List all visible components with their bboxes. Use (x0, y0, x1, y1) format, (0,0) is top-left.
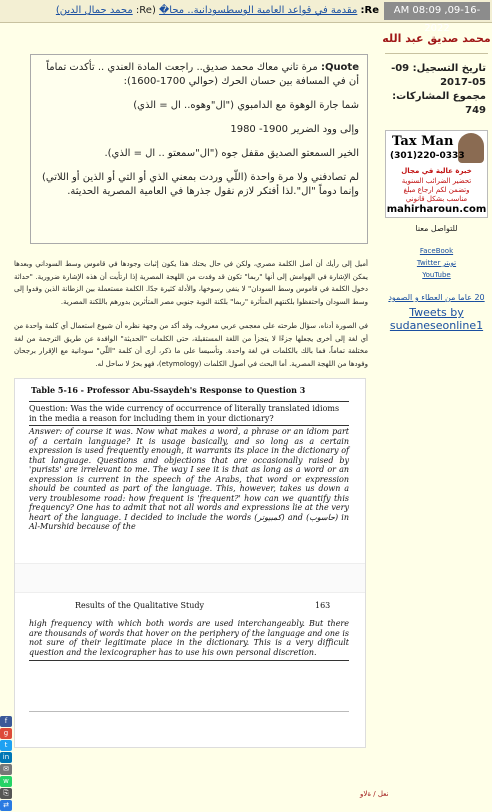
ad-phone: (301)220-0333 (390, 151, 465, 161)
quote-label: Quote: (320, 62, 359, 73)
author-link[interactable]: محمد جمال الدين) (55, 5, 133, 16)
doc-question: Question: Was the wide currency of occurrence of literally translated idioms in the media a reason for including them in your dictionary? (29, 401, 349, 426)
document-scan-image (14, 378, 366, 748)
table-title: Table 5-16 - Professor Abu-Ssaydeh's Response to Question 3 (31, 385, 306, 395)
follow-label: للتواصل معنا (415, 224, 458, 233)
page-header: Results of the Qualitative Study (75, 601, 205, 610)
quote-line: وإلى وود الضرير 1900- 1980 (230, 124, 359, 135)
page-break (15, 563, 365, 593)
twitter-share-icon[interactable]: t (0, 740, 12, 751)
share-bar (0, 716, 14, 812)
anniversary-link[interactable]: 20 عاما من العطاء و الصمود (388, 293, 485, 302)
registration-date: تاريخ التسجيل: 09-05-2017 (391, 63, 486, 88)
author-name[interactable]: محمد صديق عبد الله (382, 32, 491, 45)
copy-link-icon[interactable]: ⎘ (0, 788, 12, 799)
whatsapp-share-icon[interactable]: w (0, 776, 12, 787)
divider (29, 711, 349, 712)
facebook-share-icon[interactable]: f (0, 716, 12, 727)
quote-line: شما جارة الوهوة مع الدامبوي ("ال"وهوه.. ال = الذي) (133, 100, 359, 111)
quote-line: Quote: مرة تاني معاك محمد صديق.. راجعت المادة العندي .. تأكدت تماماً أن في المسافة بين حسان الحرك (حوالي 1700-1600): (46, 62, 359, 87)
body-paragraph: أميل إلى رأيك أن أصل الكلمة مصري، ولكن في حال يحتك هذا يكون إثبات وجودها في قاموس وسط السوداني وبعدها يمكن الإشارة في الهوامش إلى أنها "ربما" تكون قد وفدت من اللهجة المصرية إذا ارتأيت أن هذه الإشارة ضرورية. "حداثة دخول الكلمة في قاموس وسط السودان" لا ينفي رسوخها، والأدلة كثيرة جدّا. الكلمة مستعملة بين الزطانة الذين وفدوا إلى وسط السودان واحتفظوا بلكنتهم المتأثرة "ربما" بلكنة النوبة جنوبي مصر المتأثرين بدورهم باللكنة المصرية. (14, 260, 368, 306)
ad-line: مناسب بشكل قانوني (405, 195, 468, 203)
tweets-link[interactable]: Tweets by sudaneseonline1 (389, 306, 484, 332)
quote-line: لم تصادفني ولا مرة واحدة (اللّي وردت بمعني الذي أو التي أو الذين أو اللاتي) وإنما دوماً "ال".لذا أفتكر لازم نقول جذرها في العامية المصرية الحديثة. (41, 172, 359, 197)
share-more-icon[interactable]: ⇄ (0, 800, 12, 811)
author-sidebar (381, 24, 492, 384)
quote-line: الخير السمعتو الصديق مقفل جوه ("ال"سمعتو .. ال = الذي). (104, 148, 359, 159)
re-label-2: (Re: (135, 5, 156, 16)
linkedin-share-icon[interactable]: in (0, 752, 12, 763)
quote-block (30, 54, 368, 244)
body-paragraph: في الصورة أدناه، سؤال طرحته على معجمي عربي معروف، وقد أكد من وجهة نظره أن شيوع استعمال أي كلمة واحدة من أي لغة إلى أخرى يجعلها جزءًا لا يتجزأ من اللغة المستقبلة، حتى الكلمات "الحديثة" الوافدة عن طريق الترجمة من لغة مختلفة تماماً، فما بالك بالكلمات في لغة واحدة. وتأسيسا على ما ذكر، أرى أن كلمة "اللّي" سودانية مع الإقرار برجحان وفودها من اللهجة المصرية. أما البحث في أصول الكلمات (etymology)، فهو بحرٌ لا ساحل له. (14, 322, 368, 368)
tax-ad-banner[interactable] (385, 130, 488, 218)
ad-site: mahirharoun.com (386, 204, 487, 215)
facebook-link[interactable]: FaceBook (419, 247, 454, 255)
divider (385, 53, 488, 54)
doc-answer-continued: high frequency with which both words are used interchangeably. But there are thousands of words that hover on the periphery of the language and one is not sure of their legitimate place in the dictionary. This is a very difficult question and the lexicographer has to use his own personal discretion. (29, 619, 349, 661)
ad-brand: Tax Man (392, 134, 454, 149)
thread-title-link[interactable]: مقدمة في قواعد العامية الوسطسودانية.. محا� (159, 5, 358, 16)
ad-line: تحضير الضرائب السنوية (401, 177, 472, 185)
social-links (381, 247, 492, 279)
post-datetime: AM 08:09 ,09-16-2022 (384, 2, 490, 20)
email-share-icon[interactable]: ✉ (0, 764, 12, 775)
page-number: 163 (315, 601, 331, 610)
post-body (0, 24, 380, 800)
youtube-link[interactable]: YouTube (422, 271, 451, 279)
google-share-icon[interactable]: g (0, 728, 12, 739)
ad-line: وتضمن لكم ارجاع مبلغ (403, 186, 470, 194)
doc-answer: Answer: of course it was. Now what makes a word, a phrase or an idiom part of a certain language? It is usage basically, and so long as a certain expression is used frequently enough, it warrants its place in the dictionary of that language. Questions and objections that are occasionally raised by 'purists' are irrelevant to me. The way I see it is that as long as a word or an expression is current in the speech of the Arabs, that word or expression should be counted as part of the language. This, however, takes us down a very troublesome road: how frequent is 'frequent?' how can we quantify this frequency? One has to admit that not all words and expressions lie at the very heart of the language. I decided to include the words (كمبيوتر) and (حاسوب) in Al-Murshid because of the (29, 427, 350, 531)
re-label: Re: (360, 5, 379, 16)
topbar (0, 0, 492, 34)
footer-link[interactable]: نعل / ةلاو (360, 790, 389, 798)
twitter-link[interactable]: تويتر Twitter (416, 259, 457, 267)
ad-line: خبرة عالية في مجال (401, 167, 472, 175)
post-count: مجموع المشاركات: 749 (392, 91, 486, 116)
thread-title[interactable] (4, 3, 379, 19)
